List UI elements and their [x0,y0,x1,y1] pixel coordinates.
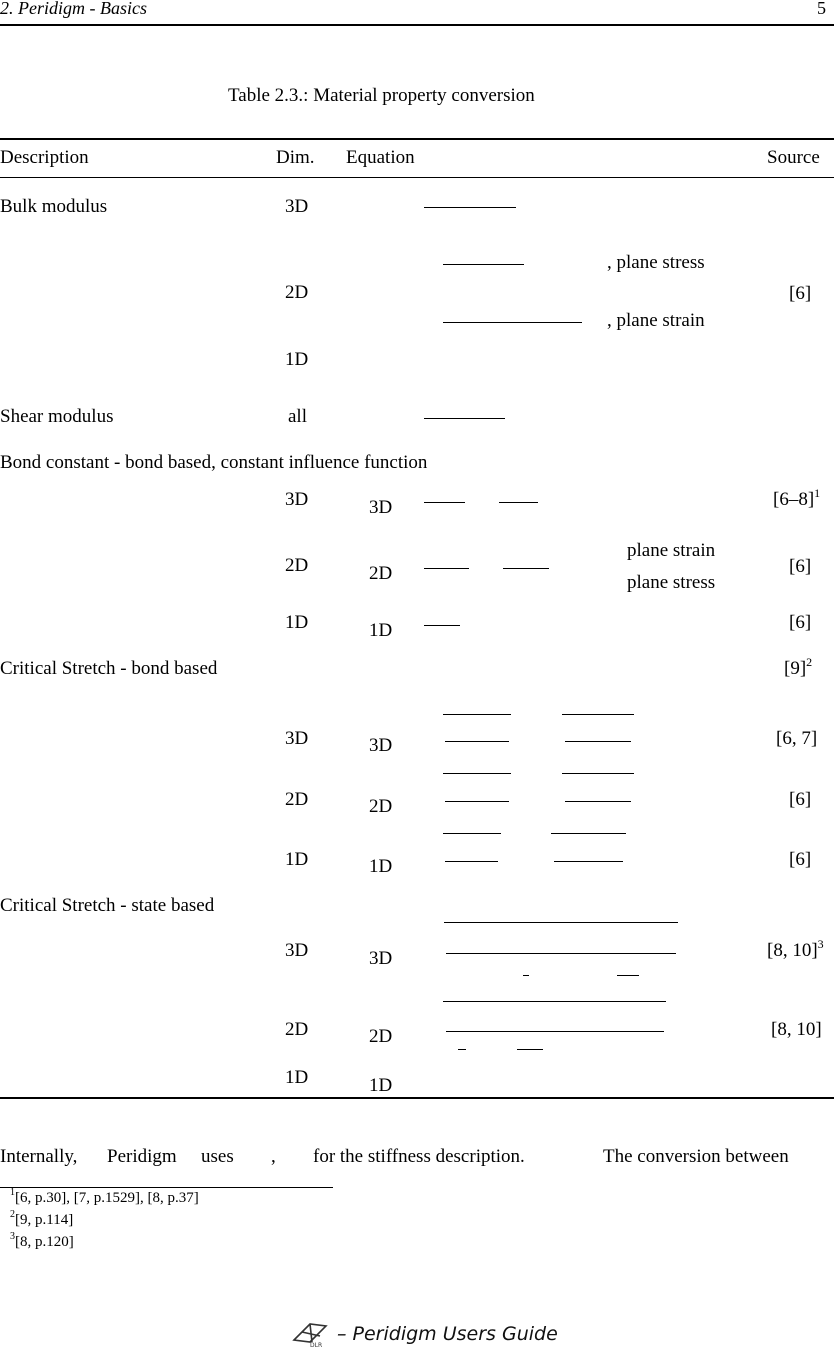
source-cell [773,486,821,511]
case-label-plane-stress: , plane stress [607,252,705,273]
equation-subscript: 1D [369,1075,393,1096]
fraction-bar [562,714,634,715]
fraction-bar [443,773,511,774]
row-label-critical-stretch-bond: Critical Stretch - bond based [0,658,218,679]
fraction-bar [445,741,509,742]
fraction-bar [443,264,524,265]
header-rule [0,24,834,26]
dim-cell: all [288,406,307,427]
body-word: The conversion between [603,1146,789,1167]
footnote-3 [10,1231,74,1251]
case-label-plane-stress: plane stress [627,572,716,593]
equation-subscript: 1D [369,856,393,877]
footnote-1 [10,1187,199,1207]
body-word: Peridigm [107,1146,177,1167]
col-header-dim: Dim. [276,147,315,168]
fraction-bar [499,502,538,503]
fraction-bar [443,833,501,834]
equation-subscript: 2D [369,796,393,817]
footnote-text: [6, p.30], [7, p.1529], [8, p.37] [15,1190,199,1206]
col-header-equation: Equation [346,147,415,168]
body-word: for the stiffness description. [313,1146,525,1167]
footnote-mark: 1 [814,486,821,500]
row-label-critical-stretch-state: Critical Stretch - state based [0,895,215,916]
page-number: 5 [817,0,826,18]
source-cell: [6] [789,283,812,304]
footnote-rule [0,1187,333,1188]
row-label-bulk-modulus: Bulk modulus [0,196,108,217]
equation-subscript: 3D [369,735,393,756]
fraction-bar [565,801,631,802]
fraction-bar [424,568,469,569]
dim-cell: 1D [285,349,309,370]
dim-cell: 3D [285,196,309,217]
dim-cell: 2D [285,1019,309,1040]
fraction-bar [554,861,623,862]
fraction-bar [424,625,460,626]
source-cell [767,937,824,962]
dim-cell: 2D [285,789,309,810]
dim-cell: 2D [285,555,309,576]
row-label-shear-modulus: Shear modulus [0,406,114,427]
fraction-bar [562,773,634,774]
fraction-bar [443,714,511,715]
equation-subscript: 2D [369,563,393,584]
fraction-bar [565,741,631,742]
col-header-description: Description [0,147,89,168]
source-cell: [6] [789,849,812,870]
fraction-bar [424,502,465,503]
fraction-bar [446,953,676,954]
source-cell: [8, 10] [771,1019,822,1040]
source-text: [6–8] [773,489,815,510]
table-header-rule [0,177,834,178]
equation-subscript: 3D [369,497,393,518]
dim-cell: 3D [285,940,309,961]
footnote-mark: 2 [10,1209,15,1220]
fraction-bar [445,801,509,802]
dim-cell: 3D [285,489,309,510]
equation-subscript: 2D [369,1026,393,1047]
fraction-bar [424,418,505,419]
equation-subscript: 3D [369,948,393,969]
source-cell: [6] [789,556,812,577]
footnote-text: [8, p.120] [15,1234,74,1250]
body-word: uses [201,1146,234,1167]
dim-cell: 1D [285,612,309,633]
fraction-bar [443,1001,666,1002]
logo-text: DLR [310,1342,323,1349]
source-text: [9] [784,658,807,679]
equation-subscript: 1D [369,620,393,641]
fraction-bar [503,568,549,569]
running-header-chapter: 2. Peridigm - Basics [0,0,147,18]
source-cell: [6, 7] [776,728,818,749]
footnote-mark: 1 [10,1187,15,1198]
footnote-text: [9, p.114] [15,1212,74,1228]
body-word: Internally, [0,1146,78,1167]
fraction-bar [458,1049,466,1050]
col-header-source: Source [767,147,820,168]
dlr-logo [290,1318,332,1350]
fraction-bar [523,975,529,976]
dim-cell: 2D [285,282,309,303]
case-label-plane-strain: plane strain [627,540,716,561]
fraction-bar [443,322,582,323]
source-text: [8, 10] [767,940,818,961]
table-bottom-rule [0,1097,834,1099]
fraction-bar [517,1049,543,1050]
dim-cell: 3D [285,728,309,749]
table-top-rule [0,138,834,140]
footnote-mark: 3 [10,1231,15,1242]
fraction-bar [551,833,626,834]
footnote-mark: 2 [806,655,813,669]
source-cell [784,655,813,680]
fraction-bar [444,922,678,923]
source-cell: [6] [789,612,812,633]
body-word: , [271,1146,276,1167]
footnote-mark: 3 [817,937,824,951]
footer-title: – Peridigm Users Guide [337,1323,558,1345]
row-label-bond-constant: Bond constant - bond based, constant influence function [0,452,428,473]
fraction-bar [617,975,639,976]
fraction-bar [424,207,516,208]
fraction-bar [445,861,498,862]
source-cell: [6] [789,789,812,810]
case-label-plane-strain: , plane strain [607,310,705,331]
dim-cell: 1D [285,849,309,870]
dim-cell: 1D [285,1067,309,1088]
fraction-bar [446,1031,664,1032]
footnote-2 [10,1209,74,1229]
table-caption: Table 2.3.: Material property conversion [228,85,535,106]
